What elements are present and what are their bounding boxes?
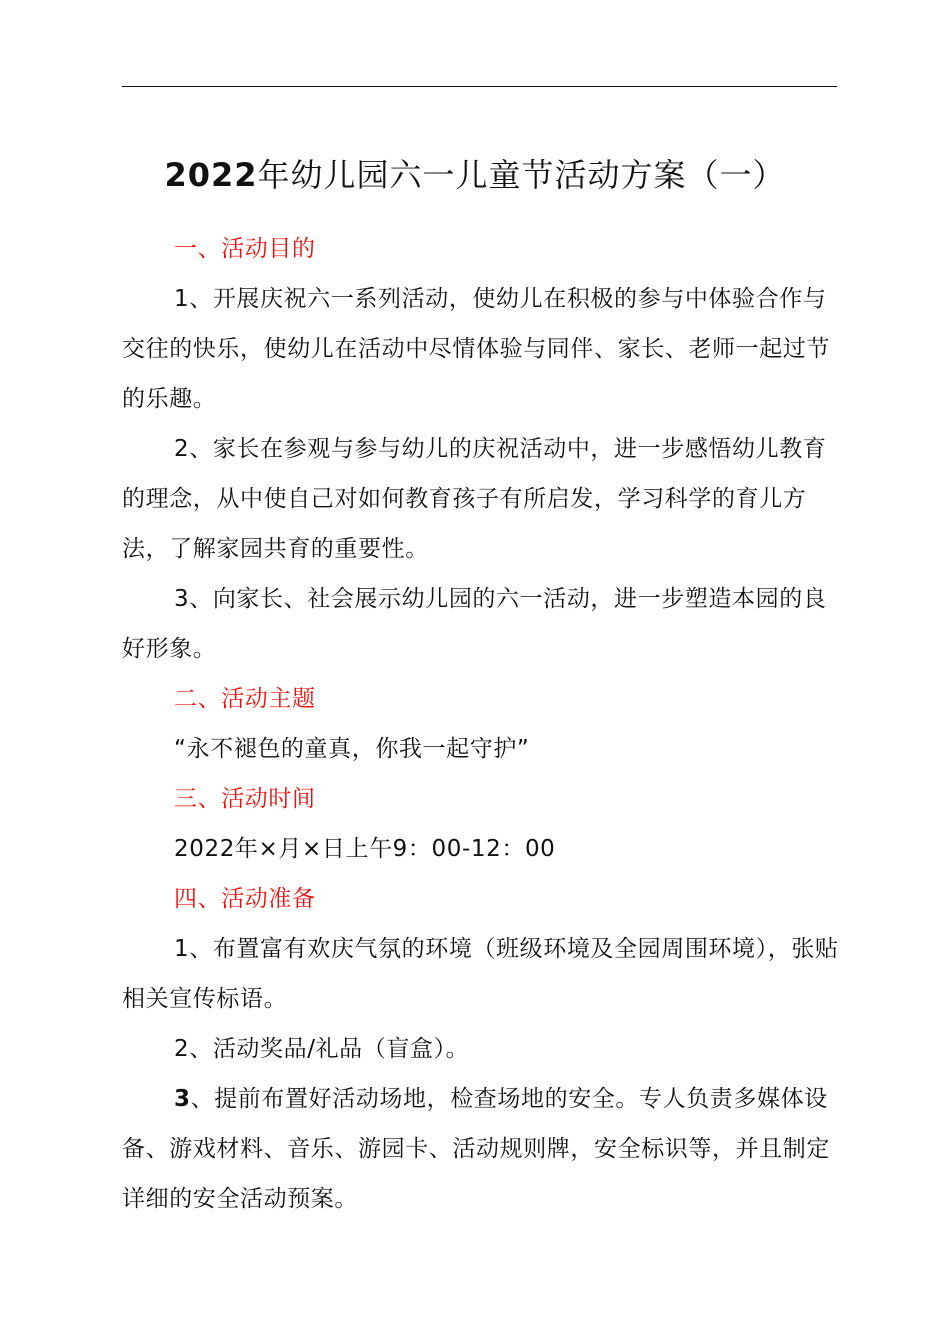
section-heading-time: 三、活动时间 xyxy=(174,786,316,812)
paragraph-text: 、提前布置好活动场地，检查场地的安全。专人负责多媒体设备、游戏材料、音乐、游园卡、活动规则牌，安全标识等，并且制定详细的安全活动预案。 xyxy=(122,1086,830,1212)
page-title xyxy=(0,150,950,200)
title-year: 2022 xyxy=(164,156,258,194)
section-heading-theme: 二、活动主题 xyxy=(174,686,316,712)
paragraph: 3、向家长、社会展示幼儿园的六一活动，进一步塑造本园的良好形象。 xyxy=(122,586,827,662)
title-text: 年幼儿园六一儿童节活动方案（一） xyxy=(257,156,786,194)
paragraph: “永不褪色的童真，你我一起守护” xyxy=(174,736,530,762)
paragraph: 1、布置富有欢庆气氛的环境（班级环境及全园周围环境），张贴相关宣传标语。 xyxy=(122,936,839,1012)
section-heading-preparation: 四、活动准备 xyxy=(174,886,316,912)
paragraph-number: 3 xyxy=(174,1086,191,1112)
header-rule xyxy=(122,86,837,87)
paragraph xyxy=(122,1074,847,1224)
paragraph: 2、家长在参观与参与幼儿的庆祝活动中，进一步感悟幼儿教育的理念，从中使自己对如何教育孩子有所启发，学习科学的育儿方法，了解家园共育的重要性。 xyxy=(122,436,827,562)
paragraph: 2、活动奖品/礼品（盲盒）。 xyxy=(174,1036,470,1062)
document-body xyxy=(122,224,847,1224)
paragraph: 2022年×月×日上午9：00-12：00 xyxy=(174,836,556,862)
paragraph: 1、开展庆祝六一系列活动，使幼儿在积极的参与中体验合作与交往的快乐，使幼儿在活动中尽情体验与同伴、家长、老师一起过节的乐趣。 xyxy=(122,286,830,412)
section-heading-purpose: 一、活动目的 xyxy=(174,236,316,262)
